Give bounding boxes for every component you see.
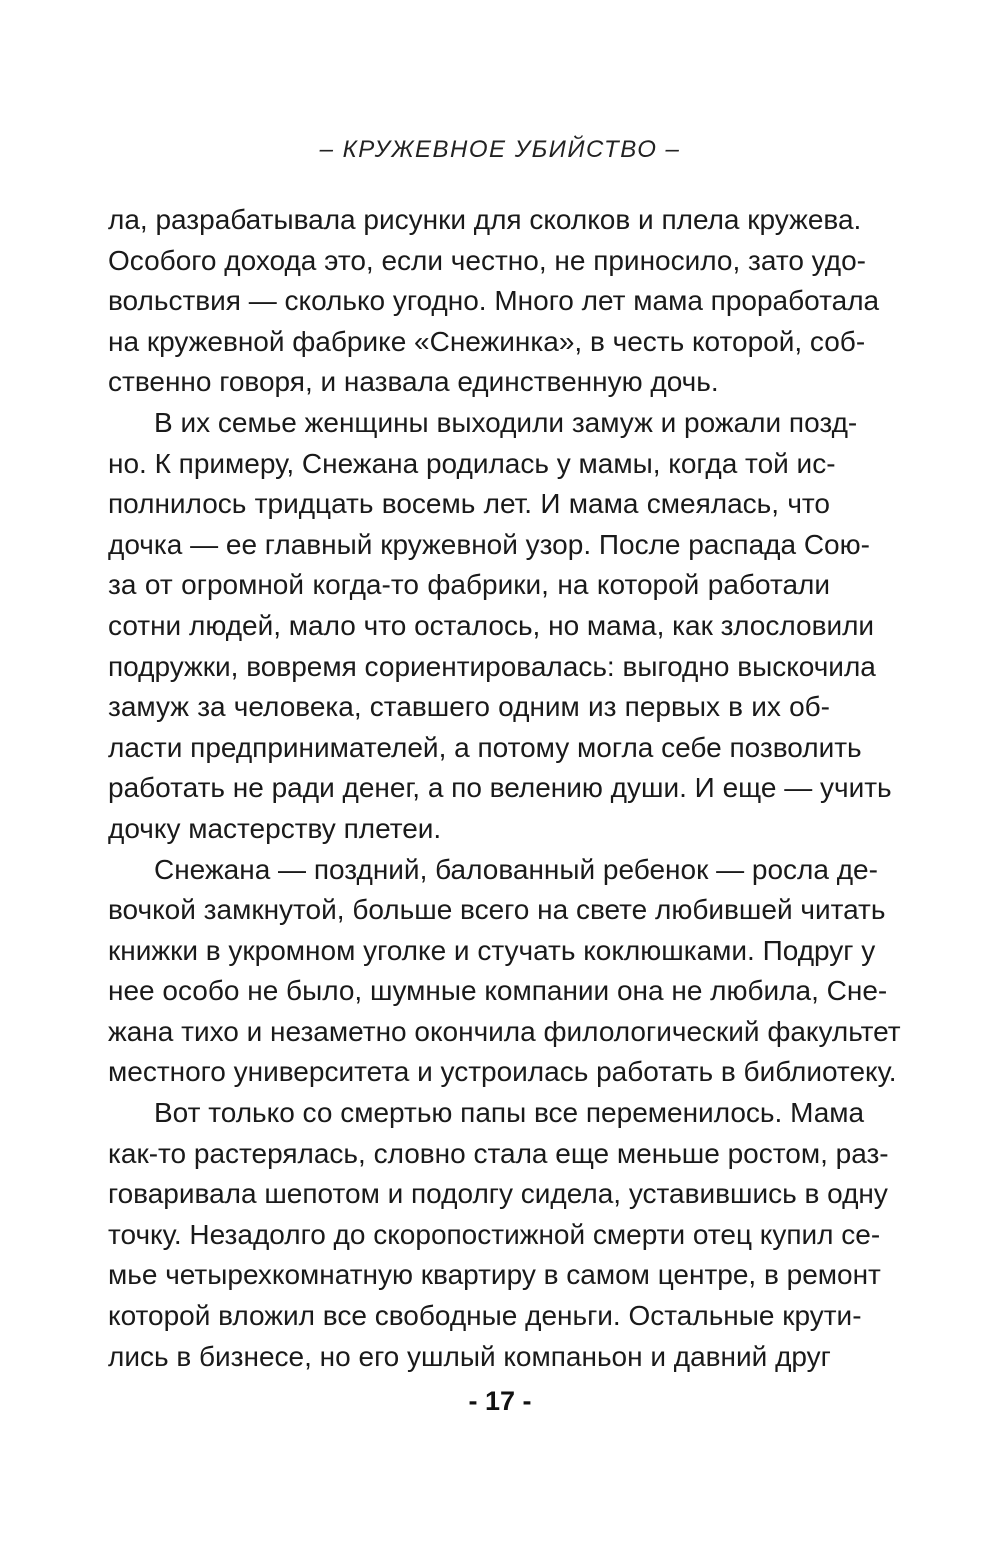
text-line: ла, разрабатывала рисунки для сколков и плела кружева. (108, 204, 862, 235)
text-line: мье четырехкомнатную квартиру в самом центре, в ремонт (108, 1259, 881, 1291)
text-line: точку. Незадолго до скоропостижной смерти отец купил се- (108, 1218, 881, 1250)
text-line: книжки в укромном уголке и стучать коклюшками. Подруг у (108, 934, 876, 966)
body-text (108, 200, 901, 1377)
text-line: за от огромной когда-то фабрики, на которой работали (108, 569, 830, 601)
text-line: дочку мастерству плетеи. (108, 812, 442, 844)
running-head: – КРУЖЕВНОЕ УБИЙСТВО – (319, 136, 681, 163)
text-line: как-то растерялась, словно стала еще меньше ростом, раз- (108, 1137, 889, 1169)
text-line: Вот только со смертью папы все переменилось. Мама (154, 1097, 865, 1129)
paragraph-3 (108, 850, 901, 1094)
text-line: дочка — ее главный кружевной узор. После распада Сою- (108, 528, 870, 560)
text-line: жана тихо и незаметно окончила филологический факультет (108, 1015, 901, 1047)
text-line: лись в бизнесе, но его ушлый компаньон и давний друг (108, 1340, 831, 1372)
text-line: ственно говоря, и назвала единственную дочь. (108, 366, 719, 398)
text-line: полнилось тридцать восемь лет. И мама смеялась, что (108, 488, 830, 520)
text-line: подружки, вовремя сориентировалась: выгодно выскочила (108, 650, 876, 682)
text-line: нее особо не было, шумные компании она не любила, Сне- (108, 975, 888, 1007)
text-line: вочкой замкнутой, больше всего на свете любившей читать (108, 894, 886, 926)
paragraph-2 (108, 403, 892, 850)
text-line: вольствия — сколько угодно. Много лет мама проработала (108, 285, 880, 317)
text-line: на кружевной фабрике «Снежинка», в честь которой, соб- (108, 325, 866, 357)
text-line: ласти предпринимателей, а потому могла себе позволить (108, 731, 862, 763)
text-line: говаривала шепотом и подолгу сидела, уставившись в одну (108, 1178, 888, 1210)
paragraph-4 (108, 1093, 889, 1377)
text-line: но. К примеру, Снежана родилась у мамы, когда той ис- (108, 447, 836, 479)
page-number: - 17 - (468, 1386, 532, 1416)
text-line: местного университета и устроилась работать в библиотеку. (108, 1056, 897, 1088)
text-line: которой вложил все свободные деньги. Остальные крути- (108, 1300, 862, 1332)
text-line: В их семье женщины выходили замуж и рожали позд- (154, 406, 858, 438)
text-line: работать не ради денег, а по велению души. И еще — учить (108, 772, 892, 804)
text-line: Снежана — поздний, балованный ребенок — росла де- (154, 853, 878, 885)
paragraph-1 (108, 200, 880, 403)
text-line: Особого дохода это, если честно, не приносило, зато удо- (108, 244, 866, 276)
text-line: сотни людей, мало что осталось, но мама, как злословили (108, 609, 875, 641)
text-line: замуж за человека, ставшего одним из первых в их об- (108, 691, 830, 723)
